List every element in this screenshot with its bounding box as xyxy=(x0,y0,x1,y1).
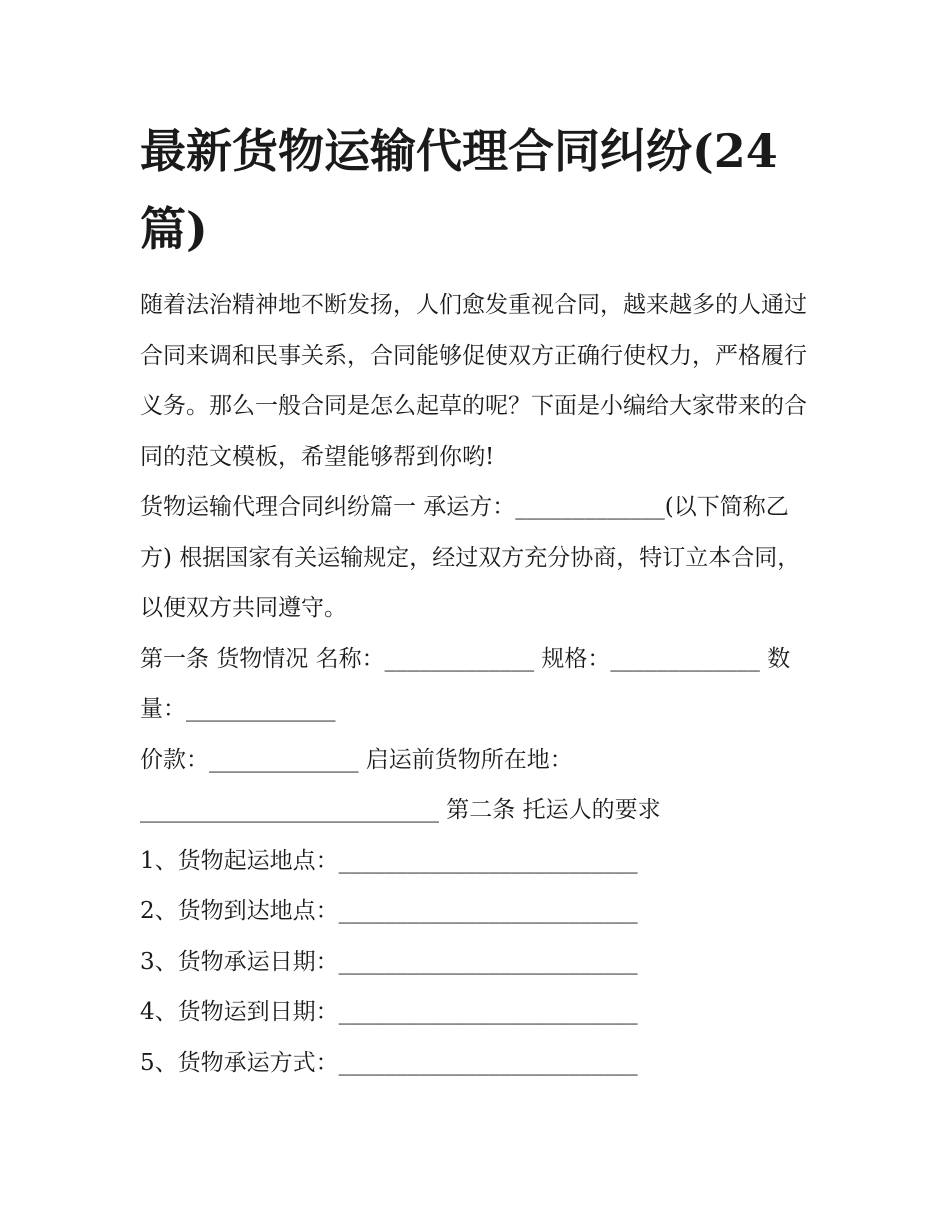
document-page xyxy=(140,112,812,1088)
section-intro-paragraph: 货物运输代理合同纠纷篇一 承运方：_____________(以下简称乙方) 根据国家有关运输规定，经过双方充分协商，特订立本合同，以便双方共同遵守。 xyxy=(140,494,801,621)
document-title: 最新货物运输代理合同纠纷(24篇) xyxy=(140,124,778,256)
intro-paragraph: 随着法治精神地不断发扬，人们愈发重视合同，越来越多的人通过合同来调和民事关系，合同能够促使双方正确行使权力，严格履行义务。那么一般合同是怎么起草的呢？下面是小编给大家带来的合同的范文模板，希望能够帮到你哟! xyxy=(140,292,807,470)
list-item: 1、货物起运地点：__________________________ xyxy=(140,847,638,874)
article-1-continued: 价款：_____________ 启运前货物所在地：__________________________ 第二条 托运人的要求 xyxy=(140,746,661,823)
list-item: 5、货物承运方式：__________________________ xyxy=(140,1049,638,1076)
article-1-goods-info: 第一条 货物情况 名称：_____________ 规格：_____________ 数量：_____________ xyxy=(140,645,791,722)
list-item: 2、货物到达地点：__________________________ xyxy=(140,898,638,924)
list-item: 3、货物承运日期：__________________________ xyxy=(140,948,638,975)
list-item: 4、货物运到日期：__________________________ xyxy=(140,999,638,1025)
